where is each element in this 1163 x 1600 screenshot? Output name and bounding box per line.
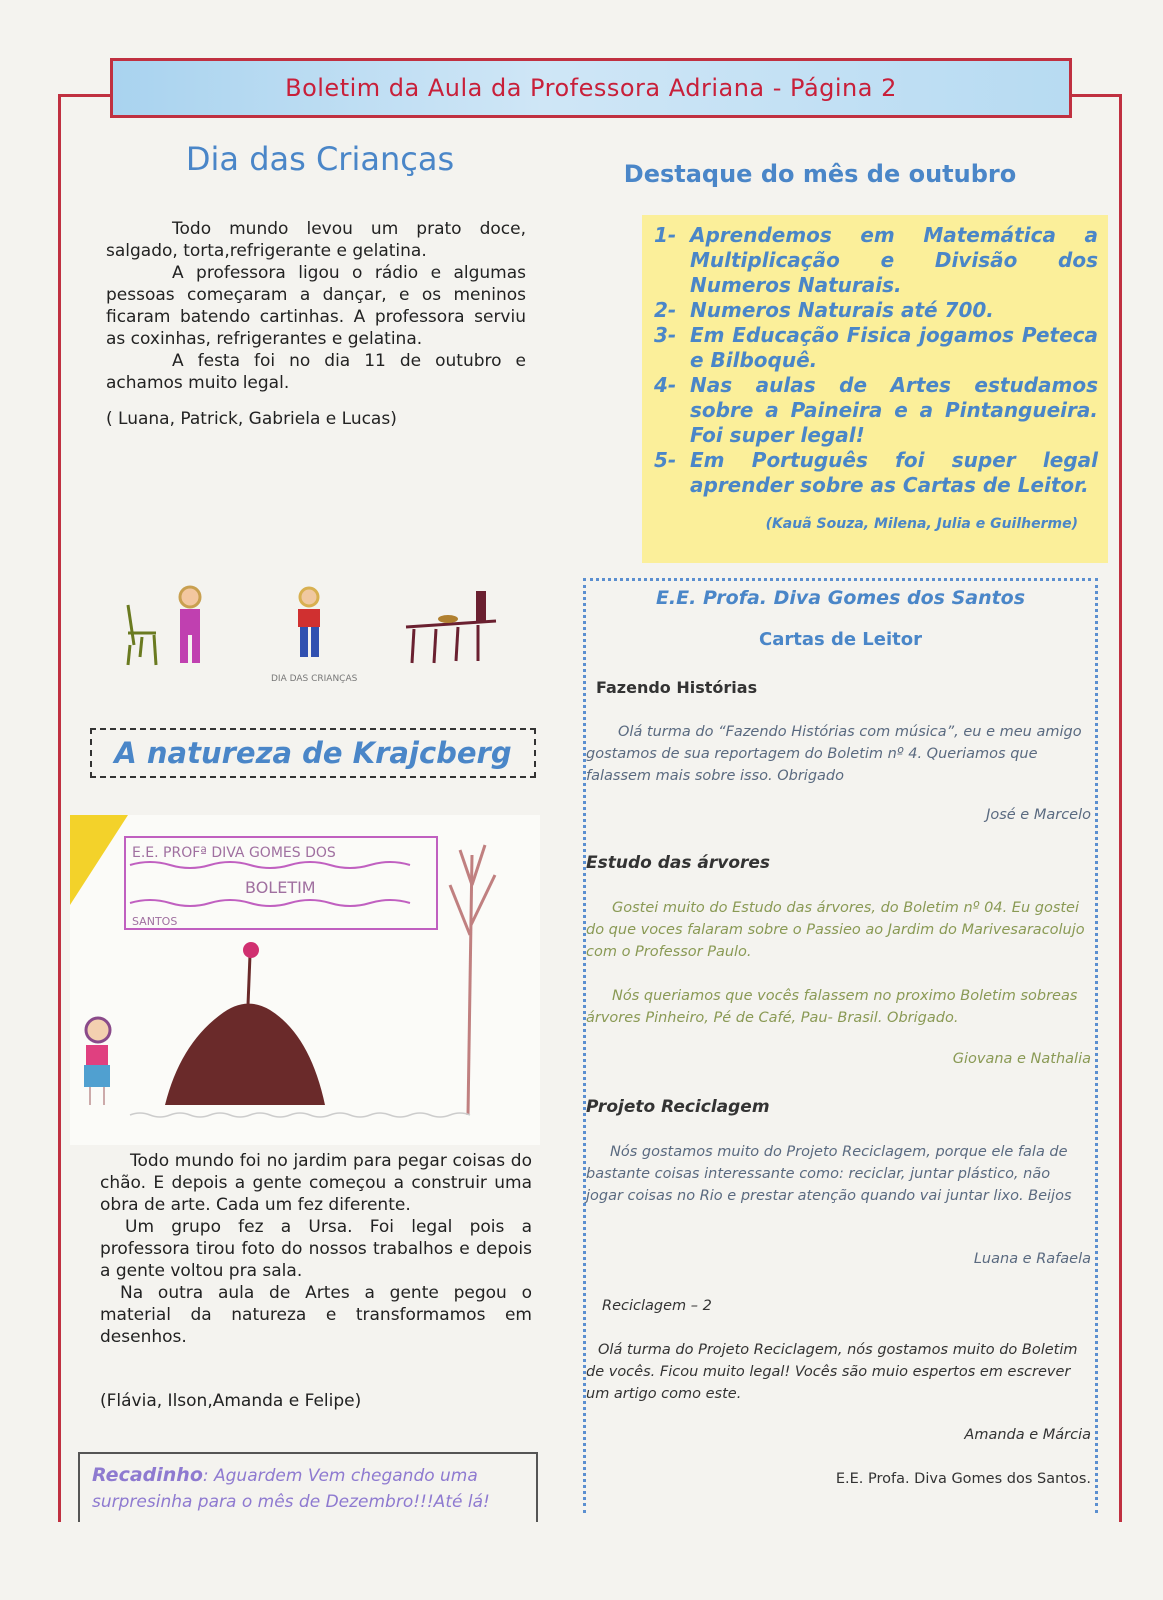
dia-criancas-credit: ( Luana, Patrick, Gabriela e Lucas) xyxy=(106,409,397,429)
dia-criancas-paragraph-3: A festa foi no dia 11 de outubro e achamos muito legal. xyxy=(106,351,526,393)
krajcberg-title-box xyxy=(90,728,536,778)
drawing-sign-line-1: E.E. PROFª DIVA GOMES DOS xyxy=(132,845,336,861)
dia-criancas-title: Dia das Crianças xyxy=(185,140,455,178)
letter-text: Olá turma do “Fazendo Histórias com música”, eu e meu amigo gostamos de sua reportagem do Boletim nº 4. Queriamos que falassem mais sobre isso. Obrigado xyxy=(586,724,1082,784)
letter-text: Olá turma do Projeto Reciclagem, nós gostamos muito do Boletim de vocês. Ficou muito legal! Vocês são muio espertos em escrever um artigo como este. xyxy=(586,1342,1078,1402)
krajcberg-paragraph-2: Um grupo fez a Ursa. Foi legal pois a professora tirou foto do nossos trabalhos e depois a gente voltou pra sala. xyxy=(100,1217,532,1281)
destaque-item xyxy=(654,373,1098,448)
letter-text: Nós gostamos muito do Projeto Reciclagem, porque ele fala de bastante coisas interessante como: reciclar, juntar plástico, não jogar coisas no Rio e prestar atenção quando vai juntar lixo. Beijos xyxy=(586,1144,1072,1204)
header-banner xyxy=(110,58,1072,118)
destaque-item-text: Nas aulas de Artes estudamos sobre a Paineira e a Pintangueira. Foi super legal! xyxy=(690,373,1098,447)
destaque-item-text: Aprendemos em Matemática a Multiplicação e Divisão dos Numeros Naturais. xyxy=(690,223,1098,297)
krajcberg-paragraph-3: Na outra aula de Artes a gente pegou o material da natureza e transformamos em desenhos. xyxy=(100,1283,532,1347)
destaque-item-number: 1- xyxy=(654,223,677,247)
letter-title: Estudo das árvores xyxy=(586,853,771,873)
letter-title: Reciclagem – 2 xyxy=(602,1298,712,1314)
destaque-item-text: Numeros Naturais até 700. xyxy=(690,298,994,322)
destaque-item-number: 2- xyxy=(654,298,677,322)
letter-signature: Giovana e Nathalia xyxy=(952,1051,1091,1067)
school-name: E.E. Profa. Diva Gomes dos Santos xyxy=(655,587,1026,609)
letter-title: Fazendo Histórias xyxy=(596,678,758,697)
destaque-item xyxy=(654,298,1098,323)
letter-signature: Luana e Rafaela xyxy=(973,1251,1091,1267)
destaque-item-number: 3- xyxy=(654,323,677,347)
destaque-item-number: 5- xyxy=(654,448,677,472)
cartas-de-leitor-box xyxy=(583,578,1098,1513)
krajcberg-drawing xyxy=(70,815,540,1145)
krajcberg-credit: (Flávia, Ilson,Amanda e Felipe) xyxy=(100,1391,362,1411)
destaque-item-text: Em Educação Fisica jogamos Peteca e Bilboquê. xyxy=(690,323,1098,372)
drawing-sign-line-2: BOLETIM xyxy=(245,878,316,897)
cartas-footer: E.E. Profa. Diva Gomes dos Santos. xyxy=(835,1471,1091,1487)
letter-text-continued: Nós queriamos que vocês falassem no proximo Boletim sobreas árvores Pinheiro, Pé de Café, Pau- Brasil. Obrigado. xyxy=(586,988,1078,1026)
destaque-item xyxy=(654,223,1098,298)
cartas-subtitle: Cartas de Leitor xyxy=(758,629,923,650)
krajcberg-paragraph-1: Todo mundo foi no jardim para pegar coisas do chão. E depois a gente começou a construir uma obra de arte. Cada um fez diferente. xyxy=(100,1151,532,1215)
krajcberg-title: A natureza de Krajcberg xyxy=(114,736,512,770)
destaque-box xyxy=(642,215,1108,563)
recadinho-box xyxy=(78,1452,538,1522)
recadinho-text: : Aguardem Vem chegando uma surpresinha para o mês de Dezembro!!!Até lá! xyxy=(92,1466,490,1512)
destaque-item xyxy=(654,448,1098,498)
destaque-item xyxy=(654,323,1098,373)
krajcberg-article xyxy=(100,1150,532,1412)
letter-text: Gostei muito do Estudo das árvores, do Boletim nº 04. Eu gostei do que voces falaram sobre o Passieo ao Jardim do Marivesaracolujo com o Professor Paulo. xyxy=(586,900,1085,960)
destaque-title: Destaque do mês de outubro xyxy=(623,160,1017,188)
letter-title: Projeto Reciclagem xyxy=(586,1097,770,1117)
dia-criancas-paragraph-2: A professora ligou o rádio e algumas pessoas começaram a dançar, e os meninos ficaram batendo cartinhas. A professora serviu as coxinhas, refrigerantes e gelatina. xyxy=(106,263,526,349)
letter-signature: José e Marcelo xyxy=(986,807,1091,823)
dia-criancas-article xyxy=(100,140,540,430)
children-drawing xyxy=(116,585,516,697)
drawing-sign-line-3: SANTOS xyxy=(132,915,178,928)
dia-criancas-paragraph-1: Todo mundo levou um prato doce, salgado, torta,refrigerante e gelatina. xyxy=(106,219,526,261)
children-drawing-caption: DIA DAS CRIANÇAS xyxy=(271,674,358,684)
page-title: Boletim da Aula da Professora Adriana - Página 2 xyxy=(285,74,897,102)
recadinho-label: Recadinho xyxy=(92,1464,203,1486)
destaque-item-number: 4- xyxy=(654,373,677,397)
destaque-credit: (Kauã Souza, Milena, Julia e Guilherme) xyxy=(765,516,1078,532)
destaque-item-text: Em Português foi super legal aprender sobre as Cartas de Leitor. xyxy=(690,448,1098,497)
letter-signature: Amanda e Márcia xyxy=(964,1427,1091,1443)
